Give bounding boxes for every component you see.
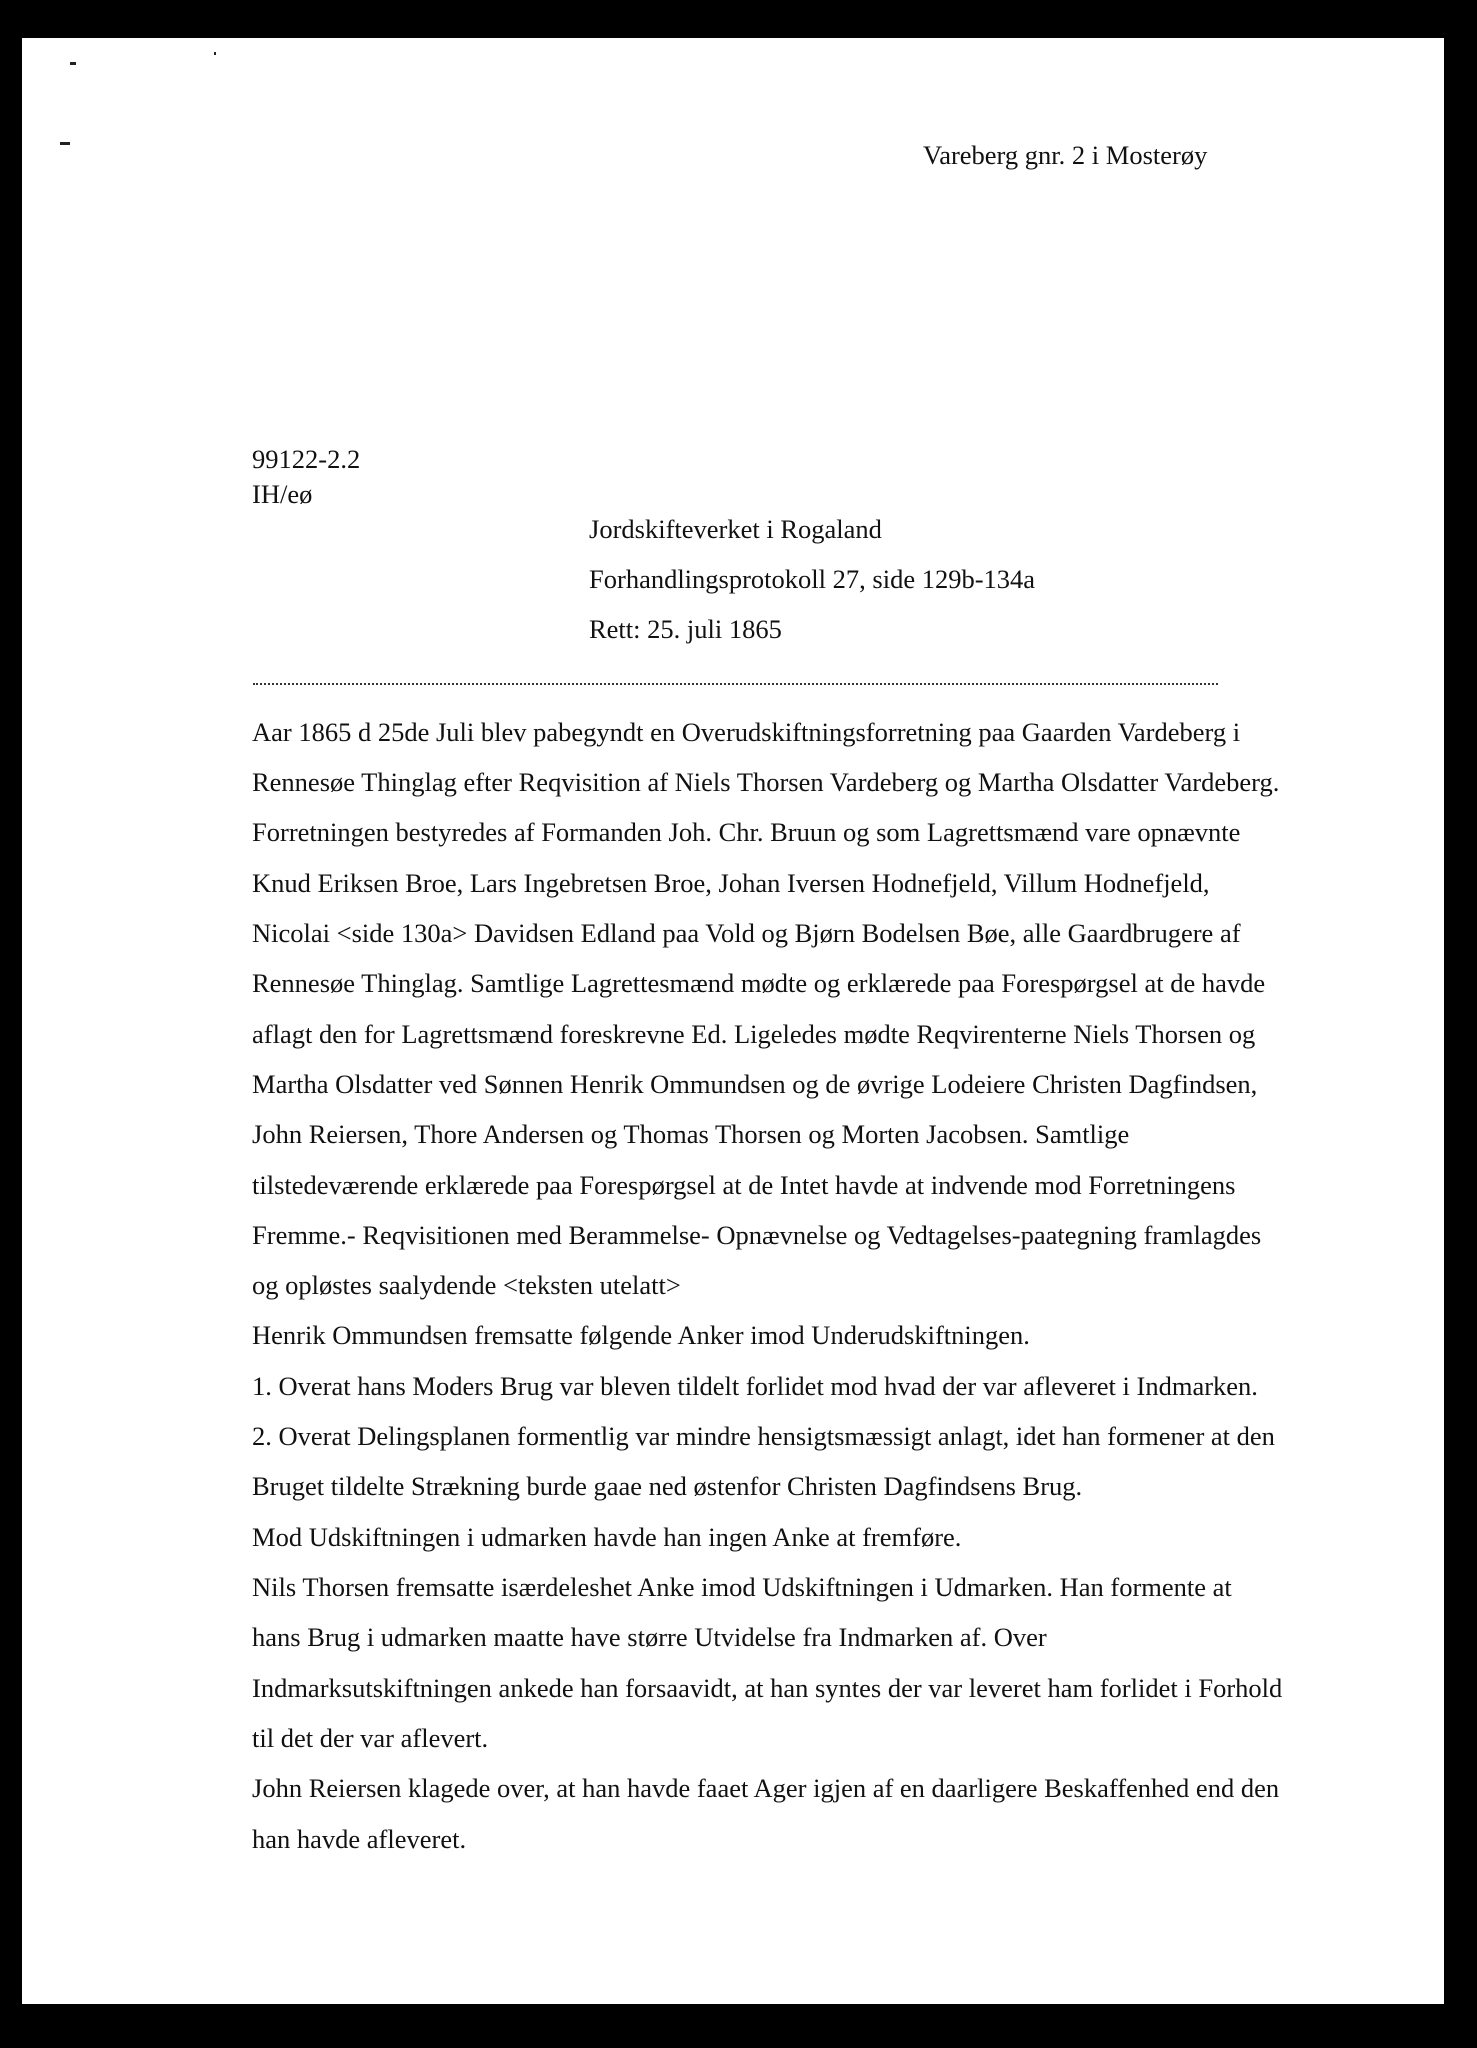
body-line: Rennesøe Thinglag. Samtlige Lagrettesmænd mødte og erklærede paa Forespørgsel at de havde <box>252 968 1266 998</box>
body-line: Mod Udskiftningen i udmarken havde han ingen Anke at fremføre. <box>252 1522 962 1552</box>
body-line: Knud Eriksen Broe, Lars Ingebretsen Broe, Johan Iversen Hodnefjeld, Villum Hodnefjeld, <box>252 868 1210 898</box>
initials: IH/eø <box>252 479 313 509</box>
scan-speck <box>214 52 216 55</box>
court-date: Rett: 25. juli 1865 <box>589 614 782 644</box>
document-sheet <box>22 38 1444 2004</box>
body-line: Nils Thorsen fremsatte isærdeleshet Anke imod Udskiftningen i Udmarken. Han formente at <box>252 1572 1232 1602</box>
body-line: 1. Overat hans Moders Brug var bleven tildelt forlidet mod hvad der var afleveret i Indmarken. <box>252 1371 1258 1401</box>
body-line: Indmarksutskiftningen ankede han forsaavidt, at han syntes der var leveret ham forlidet i Forhold <box>252 1673 1283 1703</box>
scan-speck <box>70 62 76 65</box>
case-number: 99122-2.2 <box>252 444 361 474</box>
body-line: 2. Overat Delingsplanen formentlig var mindre hensigtsmæssigt anlagt, idet han formener at den <box>252 1421 1275 1451</box>
dotted-separator <box>253 683 1218 685</box>
body-line: og opløstes saalydende <teksten utelatt> <box>252 1270 681 1300</box>
body-line: Nicolai <side 130a> Davidsen Edland paa Vold og Bjørn Bodelsen Bøe, alle Gaardbrugere af <box>252 918 1241 948</box>
body-line: John Reiersen, Thore Andersen og Thomas Thorsen og Morten Jacobsen. Samtlige <box>252 1119 1130 1149</box>
body-line: aflagt den for Lagrettsmænd foreskrevne Ed. Ligeledes mødte Reqvirenterne Niels Thorsen og <box>252 1019 1256 1049</box>
agency-name: Jordskifteverket i Rogaland <box>589 514 882 544</box>
body-line: Aar 1865 d 25de Juli blev pabegyndt en Overudskiftningsforretning paa Gaarden Vardeberg i <box>252 717 1241 747</box>
body-line: til det der var aflevert. <box>252 1723 489 1753</box>
body-line: tilstedeværende erklærede paa Forespørgsel at de Intet havde at indvende mod Forretningens <box>252 1170 1236 1200</box>
body-line: Rennesøe Thinglag efter Reqvisition af Niels Thorsen Vardeberg og Martha Olsdatter Vardeberg. <box>252 767 1280 797</box>
body-line: John Reiersen klagede over, at han havde faaet Ager igjen af en daarligere Beskaffenhed end den <box>252 1773 1280 1803</box>
body-line: Henrik Ommundsen fremsatte følgende Anker imod Underudskiftningen. <box>252 1320 1030 1350</box>
body-line: Bruget tildelte Strækning burde gaae ned østenfor Christen Dagfindsens Brug. <box>252 1471 1083 1501</box>
scan-speck <box>60 142 70 145</box>
body-line: Forretningen bestyredes af Formanden Joh. Chr. Bruun og som Lagrettsmænd vare opnævnte <box>252 817 1241 847</box>
body-line: Martha Olsdatter ved Sønnen Henrik Ommundsen og de øvrige Lodeiere Christen Dagfindsen, <box>252 1069 1258 1099</box>
protocol-reference: Forhandlingsprotokoll 27, side 129b-134a <box>589 564 1036 594</box>
body-line: Fremme.- Reqvisitionen med Berammelse- Opnævnelse og Vedtagelses-paategning framlagdes <box>252 1220 1262 1250</box>
document-title: Vareberg gnr. 2 i Mosterøy <box>923 140 1208 170</box>
body-line: han havde afleveret. <box>252 1824 467 1854</box>
body-line: hans Brug i udmarken maatte have større Utvidelse fra Indmarken af. Over <box>252 1622 1047 1652</box>
